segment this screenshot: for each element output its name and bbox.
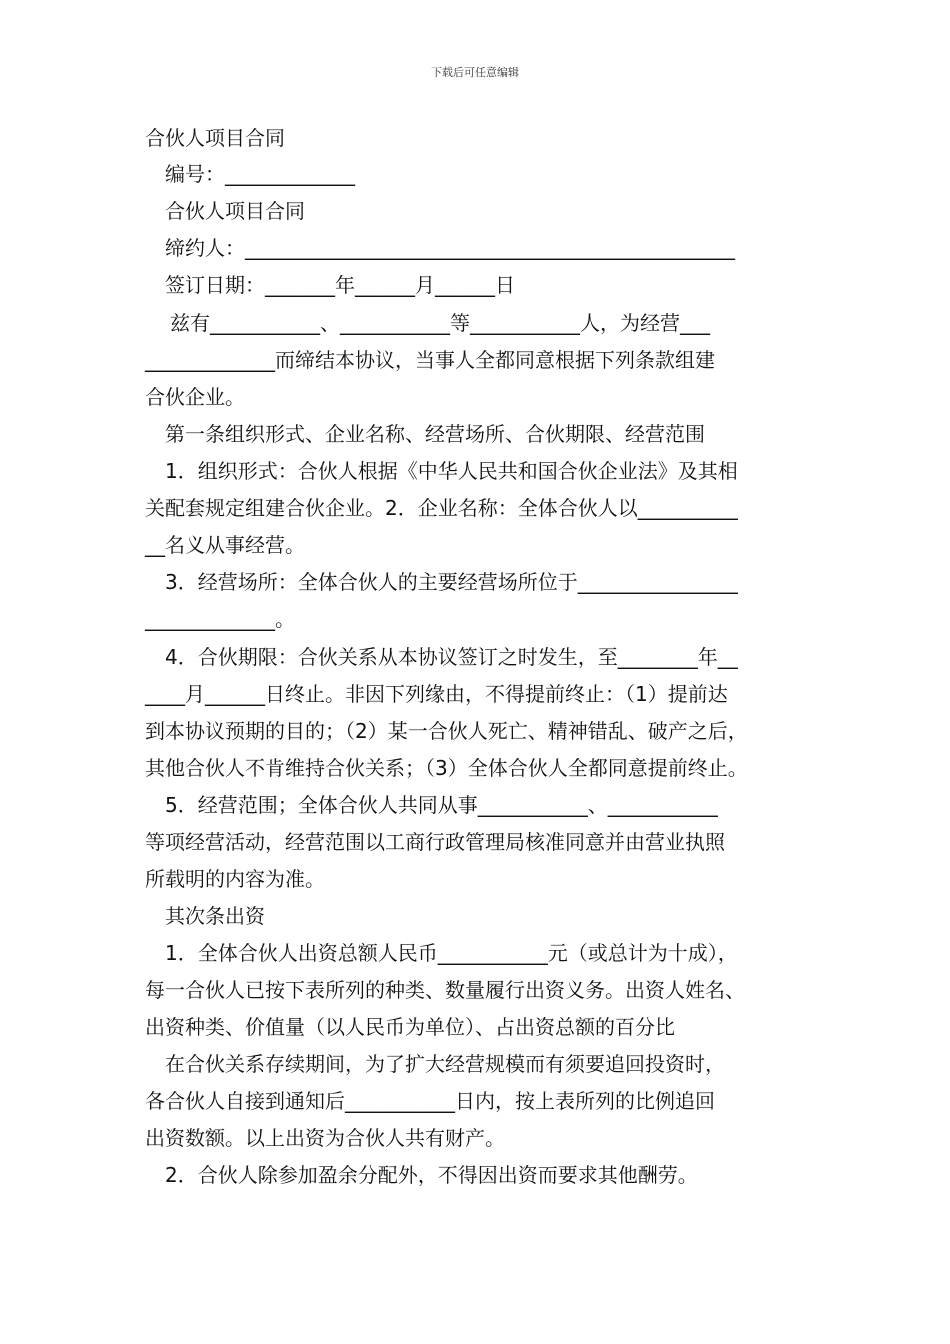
paragraph-line: __名义从事经营。 (145, 533, 305, 557)
paragraph-line: 等项经营活动，经营范围以工商行政管理局核准同意并由营业执照 (145, 830, 725, 854)
paragraph-line: 所载明的内容为准。 (145, 867, 325, 891)
paragraph-line: 其他合伙人不肯维持合伙关系；（3）全体合伙人全都同意提前终止。 (145, 756, 748, 780)
sign-date-line: 签订日期：_______年______月______日 (165, 273, 515, 297)
paragraph-line: 5．经营范围；全体合伙人共同从事___________、___________ (165, 793, 718, 817)
contract-subtitle: 合伙人项目合同 (165, 199, 305, 223)
paragraph-line: 1．全体合伙人出资总额人民币___________元（或总计为十成）， (165, 941, 738, 965)
paragraph-line: _____________而缔结本协议，当事人全都同意根据下列条款组建 (145, 348, 715, 372)
paragraph-line: 到本协议预期的目的；（2）某一合伙人死亡、精神错乱、破产之后， (145, 719, 748, 743)
paragraph-line: ____月______日终止。非因下列缘由，不得提前终止：（1）提前达 (145, 682, 728, 706)
doc-title: 合伙人项目合同 (145, 126, 285, 150)
page-header: 下载后可任意编辑 (431, 66, 519, 79)
paragraph-line: 4．合伙期限：合伙关系从本协议签订之时发生，至________年__ (165, 645, 738, 669)
signatory-line: 缔约人：_________________________________________________ (165, 236, 735, 260)
contract-number: 编号：_____________ (165, 162, 355, 186)
paragraph-line: 关配套规定组建合伙企业。2．企业名称：全体合伙人以__________ (145, 496, 738, 520)
paragraph-line: 出资种类、价值量（以人民币为单位）、占出资总额的百分比 (145, 1015, 675, 1039)
article-heading: 第一条组织形式、企业名称、经营场所、合伙期限、经营范围 (165, 422, 705, 446)
paragraph-line: 1．组织形式：合伙人根据《中华人民共和国合伙企业法》及其相 (165, 459, 738, 483)
paragraph-line: 在合伙关系存续期间，为了扩大经营规模而有须要追回投资时， (165, 1052, 725, 1076)
paragraph-line: 兹有___________、___________等___________人，为经营___ (170, 311, 710, 335)
paragraph-line: 3．经营场所：全体合伙人的主要经营场所位于________________ (165, 570, 738, 594)
paragraph-line: 出资数额。以上出资为合伙人共有财产。 (145, 1126, 505, 1150)
paragraph-line: 合伙企业。 (145, 385, 245, 409)
article-heading: 其次条出资 (165, 904, 265, 928)
paragraph-line: _____________。 (145, 607, 295, 631)
paragraph-line: 每一合伙人已按下表所列的种类、数量履行出资义务。出资人姓名、 (145, 978, 745, 1002)
paragraph-line: 各合伙人自接到通知后___________日内，按上表所列的比例追回 (145, 1089, 715, 1113)
paragraph-line: 2．合伙人除参加盈余分配外，不得因出资而要求其他酬劳。 (165, 1163, 698, 1187)
